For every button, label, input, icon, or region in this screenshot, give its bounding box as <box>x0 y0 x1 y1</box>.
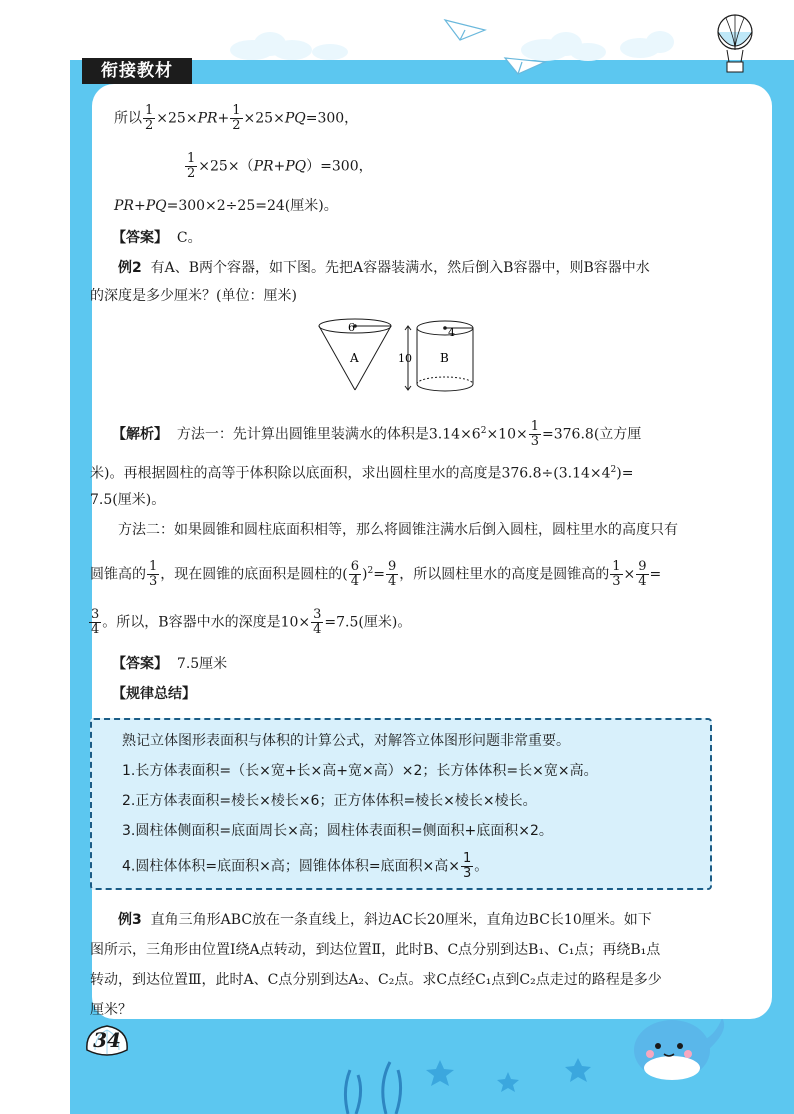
height-label: 10 <box>398 352 412 365</box>
rule-intro: 熟记立体图形表面积与体积的计算公式，对解答立体图形问题非常重要。 <box>122 733 570 749</box>
analysis-line-6: $\frac{3}{4}$ 。所以，B容器中水的深度是10× $\frac{3}{4}$ =7.5(厘米)。 <box>91 607 412 637</box>
cone-label: A <box>350 351 359 365</box>
answer-1: 【答案】 C。 <box>112 230 202 246</box>
cylinder-radius-label: 4 <box>448 326 455 339</box>
rule-item-4: 4.圆柱体体积=底面积×高；圆锥体体积=底面积×高× $\frac{1}{3}$ 。 <box>122 851 489 881</box>
cylinder-label: B <box>440 351 449 365</box>
analysis-line-4: 方法二：如果圆锥和圆柱底面积相等，那么将圆锥注满水后倒入圆柱，圆柱里水的高度只有 <box>118 522 678 538</box>
page-number-badge <box>83 1020 131 1062</box>
calc-line-2: $\frac{1}{2}$ ×25×（PR+PQ）=300， <box>187 151 373 181</box>
example-3-line-4: 厘米？ <box>90 1002 132 1018</box>
rule-item-2: 2.正方体表面积=棱长×棱长×6；正方体体积=棱长×棱长×棱长。 <box>122 793 537 809</box>
analysis-line-2: 米)。再根据圆柱的高等于体积除以底面积，求出圆柱里水的高度是$376.8\div(3.14\times 4^2)=$ <box>90 465 634 482</box>
page-number: 34 <box>93 1028 121 1052</box>
cone-radius-label: 6 <box>348 321 355 334</box>
rule-item-1: 1.长方体表面积=（长×宽+长×高+宽×高）×2；长方体体积=长×宽×高。 <box>122 763 598 779</box>
calc-line-1: 所以 $\frac{1}{2}$ ×25×PR+ $\frac{1}{2}$ ×25×PQ=300， <box>114 103 359 133</box>
analysis-line-3: 7.5(厘米)。 <box>90 492 166 508</box>
example-2-line-2: 的深度是多少厘米？(单位：厘米) <box>90 288 297 304</box>
example-3-line-3: 转动，到达位置Ⅲ，此时A、C点分别到达A₂、C₂点。求C点经C₁点到C₂点走过的路程是多少 <box>90 972 662 988</box>
rule-item-3: 3.圆柱体侧面积=底面周长×高；圆柱体表面积=侧面积+底面积×2。 <box>122 823 553 839</box>
section-tag: 衔接教材 <box>82 58 192 84</box>
analysis-line-5: 圆锥高的 $\frac{1}{3}$ ，现在圆锥的底面积是圆柱的( $\frac{6}{4}$ )$^2$= $\frac{9}{4}$ ，所以圆柱里水的高度是圆锥高的 $\frac{1}{3}$ × $\frac{9}{4}$ = <box>90 559 662 589</box>
example-2-line-1: 例2 有A、B两个容器，如下图。先把A容器装满水，然后倒入B容器中，则B容器中水 <box>118 260 650 276</box>
rule-summary-label: 【规律总结】 <box>112 686 196 702</box>
cone-cylinder-figure <box>310 314 490 398</box>
example-3-line-2: 图所示，三角形由位置Ⅰ绕A点转动，到达位置Ⅱ，此时B、C点分别到达B₁、C₁点；再绕B₁点 <box>90 942 661 958</box>
calc-line-3: PR+PQ=300×2÷25=24(厘米)。 <box>114 198 338 214</box>
analysis-line-1: 【解析】 方法一：先计算出圆锥里装满水的体积是$3.14\times 6^2\times 10\times$ $\frac{1}{3}$ =376.8(立方厘 <box>112 419 642 449</box>
example-3-line-1: 例3 直角三角形ABC放在一条直线上，斜边AC长20厘米，直角边BC长10厘米。如下 <box>118 912 652 928</box>
rule-summary-box <box>90 718 712 890</box>
answer-2: 【答案】 7.5厘米 <box>112 656 228 672</box>
